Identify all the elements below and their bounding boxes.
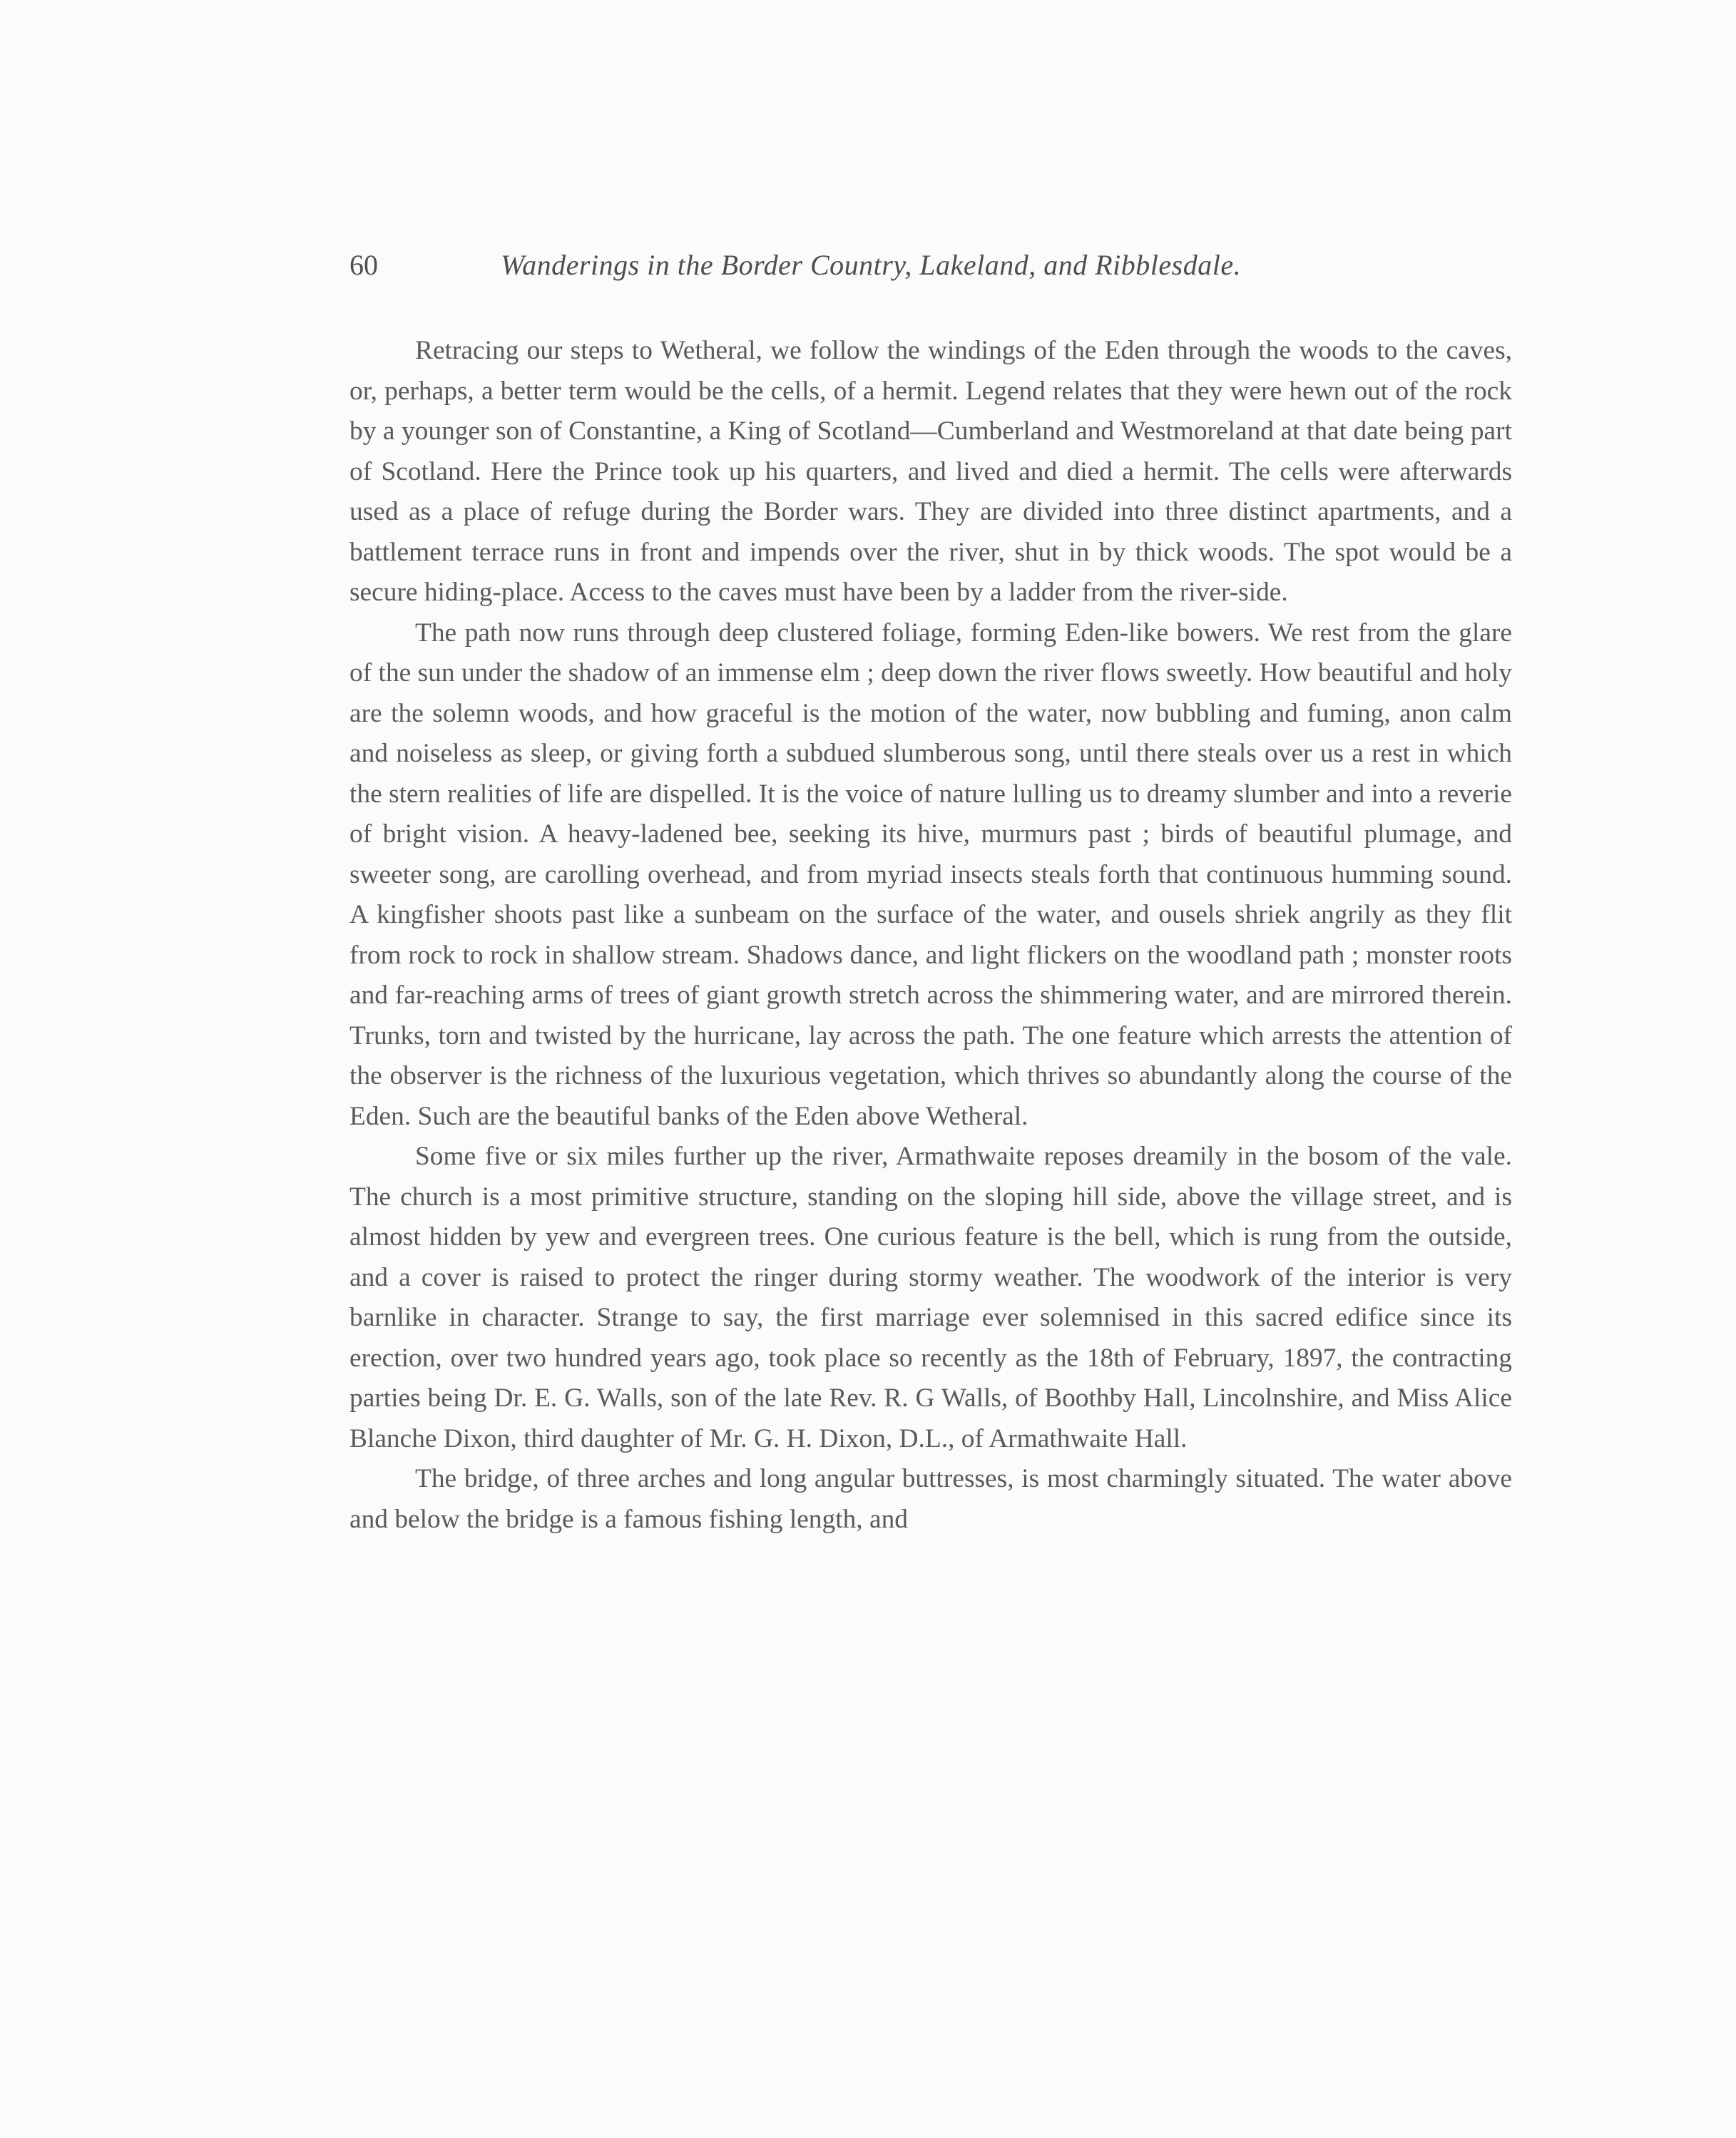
- paragraph-wetheral-caves: Retracing our steps to Wetheral, we follow the windings of the Eden through the woods to the caves, or, perhaps, a better term would be the cells, of a hermit. Legend relates that they were hewn out of the rock by a younger son of Constantine, a King of Scotland—Cumberland and Westmoreland at that date being part of Scotland. Here the Prince took up his quarters, and lived and died a hermit. The cells were afterwards used as a place of refuge during the Border wars. They are divided into three distinct apartments, and a battlement terrace runs in front and impends over the river, shut in by thick woods. The spot would be a secure hiding-place. Access to the caves must have been by a ladder from the river-side.: [349, 336, 1512, 607]
- paragraph-eden-woods: The path now runs through deep clustered foliage, forming Eden-like bowers. We rest from the glare of the sun under the shadow of an immense elm ; deep down the river flows sweetly. How beautiful and holy are the solemn woods, and how graceful is the motion of the water, now bubbling and fuming, anon calm and noiseless as sleep, or giving forth a subdued slumberous song, until there steals over us a rest in which the stern realities of life are dispelled. It is the voice of nature lulling us to dreamy slumber and into a reverie of bright vision. A heavy-ladened bee, seeking its hive, murmurs past ; birds of beautiful plumage, and sweeter song, are carolling overhead, and from myriad insects steals forth that continuous humming sound. A kingfisher shoots past like a sunbeam on the surface of the water, and ousels shriek angrily as they flit from rock to rock in shallow stream. Shadows dance, and light flickers on the woodland path ; monster roots and far-reaching arms of trees of giant growth stretch across the shimmering water, and are mirrored therein. Trunks, torn and twisted by the hurricane, lay across the path. The one feature which arrests the attention of the observer is the richness of the luxurious vegetation, which thrives so abundantly along the course of the Eden. Such are the beautiful banks of the Eden above Wetheral.: [349, 618, 1512, 1131]
- page-number: 60: [349, 249, 378, 281]
- paragraph-armathwaite: Some five or six miles further up the river, Armathwaite reposes dreamily in the bosom of the vale. The church is a most primitive structure, standing on the sloping hill side, above the village street, and is almost hidden by yew and evergreen trees. One curious feature is the bell, which is rung from the outside, and a cover is raised to protect the ringer during stormy weather. The woodwork of the interior is very barnlike in character. Strange to say, the first marriage ever solemnised in this sacred edifice since its erection, over two hundred years ago, took place so recently as the 18th of February, 1897, the contracting parties being Dr. E. G. Walls, son of the late Rev. R. G Walls, of Boothby Hall, Lincolnshire, and Miss Alice Blanche Dixon, third daughter of Mr. G. H. Dixon, D.L., of Armathwaite Hall.: [349, 1142, 1512, 1453]
- body-text: [349, 331, 1512, 1540]
- paragraph-bridge: The bridge, of three arches and long angular buttresses, is most charmingly situated. The water above and below the bridge is a famous fishing length, and: [349, 1464, 1512, 1534]
- running-title: Wanderings in the Border Country, Lakeland, and Ribblesdale.: [501, 249, 1242, 281]
- page-header: [349, 242, 1512, 288]
- book-page: [349, 242, 1512, 1540]
